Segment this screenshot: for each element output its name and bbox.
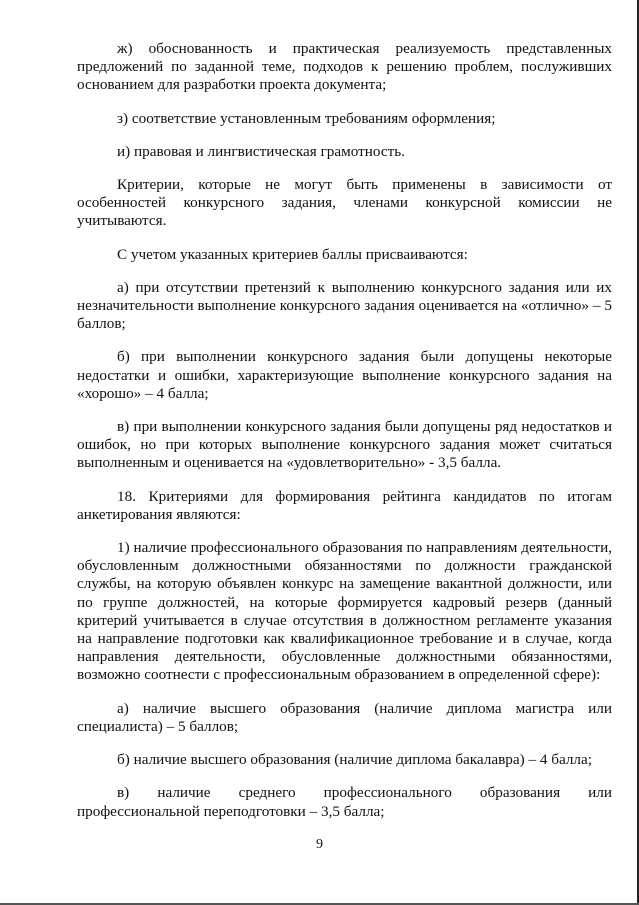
page-number: 9 xyxy=(316,837,323,852)
paragraph-item-1: 1) наличие профессионального образования по направлениям деятельности, обусловленным должностными обязанностями по должности гражданской службы, на которую объявлен конкурс на замещение вакантной должности, или по группе должностей, на которые формируется кадровый резерв (данный критерий учитывается в случае отсутствия в должностном регламенте указания на направление подготовки как квалификационное требование и в случае, когда направления деятельности, обусловленные должностными обязанностями, возможно соотнести с профессиональным образованием в определенной сфере): xyxy=(77,539,612,684)
paragraph-score-b: б) при выполнении конкурсного задания были допущены некоторые недостатки и ошибки, характеризующие выполнение конкурсного задания на «хорошо» – 4 балла; xyxy=(77,348,612,402)
paragraph-scoring-intro: С учетом указанных критериев баллы присваиваются: xyxy=(117,245,468,263)
paragraph-score-a: а) при отсутствии претензий к выполнению конкурсного задания или их незначительности выполнение конкурсного задания оценивается на «отлично» – 5 баллов; xyxy=(77,278,612,333)
paragraph-score-v: в) при выполнении конкурсного задания были допущены ряд недостатков и ошибок, но при которых выполнение конкурсного задания может считаться выполненным и оценивается на «удовлетворительно» - 3,5 балла. xyxy=(77,418,612,472)
paragraph-i: и) правовая и лингвистическая грамотность. xyxy=(117,142,405,160)
paragraph-zh: ж) обоснованность и практическая реализуемость представленных предложений по заданной теме, подходов к решению проблем, послуживших основанием для разработки проекта документа; xyxy=(77,40,612,94)
paragraph-edu-a: а) наличие высшего образования (наличие диплома магистра или специалиста) – 5 баллов; xyxy=(77,699,612,735)
paragraph-section-18: 18. Критериями для формирования рейтинга кандидатов по итогам анкетирования являются: xyxy=(77,487,612,523)
paragraph-edu-v: в) наличие среднего профессионального образования или профессиональной переподготовки – 3,5 балла; xyxy=(77,784,612,820)
paragraph-z: з) соответствие установленным требованиям оформления; xyxy=(117,109,496,127)
paragraph-edu-b: б) наличие высшего образования (наличие диплома бакалавра) – 4 балла; xyxy=(117,751,592,769)
document-page xyxy=(77,40,612,821)
paragraph-criteria-note: Критерии, которые не могут быть применены в зависимости от особенностей конкурсного задания, членами конкурсной комиссии не учитываются. xyxy=(77,176,612,230)
